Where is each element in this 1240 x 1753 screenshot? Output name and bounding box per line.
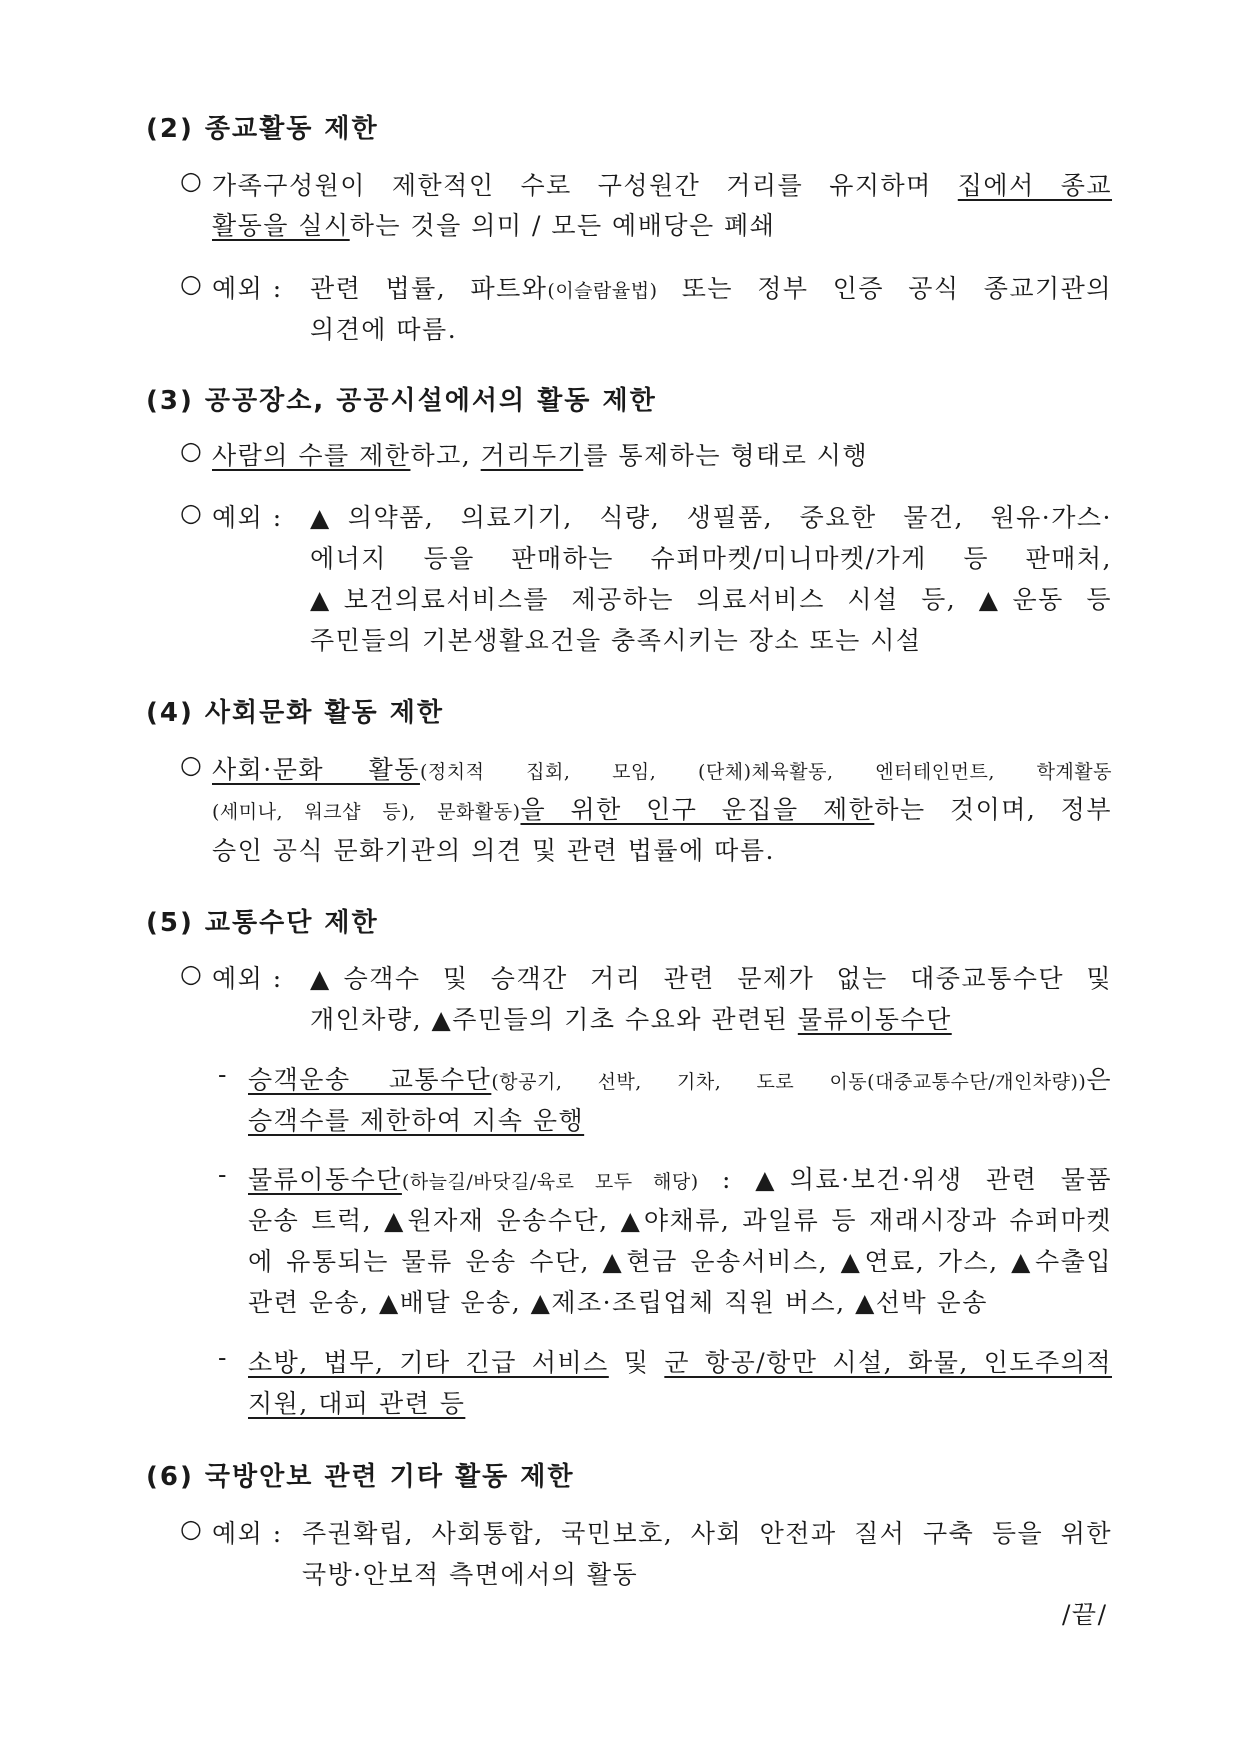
text: 하는 것을 의미 / 모든 예배당은 폐쇄 <box>349 211 776 240</box>
s3-b2-line2: 에너지 등을 판매하는 슈퍼마켓/미니마켓/가게 등 판매처, <box>310 544 1112 573</box>
s3-b2-line3: ▲보건의료서비스를 제공하는 의료서비스 시설 등, ▲운동 등 <box>310 585 1112 614</box>
s2-b2-line1 <box>310 269 1112 305</box>
exception-label: 예외 : <box>212 964 283 993</box>
bullet-marker: ○ <box>180 269 204 298</box>
underlined-text: 집에서 종교 <box>957 171 1113 200</box>
text: 하고, <box>410 441 481 470</box>
section-2-heading: (2) 종교활동 제한 <box>146 114 379 144</box>
text: 를 통제하는 형태로 시행 <box>583 441 869 470</box>
small-text: (세미나, 워크샵 등), 문화활동) <box>212 801 521 823</box>
s5-d2-line4: 관련 운송, ▲배달 운송, ▲제조·조립업체 직원 버스, ▲선박 운송 <box>248 1288 988 1317</box>
section-3-heading: (3) 공공장소, 공공시설에서의 활동 제한 <box>146 386 657 416</box>
exception-label: 예외 : <box>212 1519 283 1548</box>
s3-b2-line1: ▲의약품, 의료기기, 식량, 생필품, 중요한 물건, 원유·가스· <box>310 503 1112 532</box>
s5-d3-line2 <box>248 1384 465 1420</box>
underlined-text: 활동을 실시 <box>212 211 350 240</box>
exception-label: 예외 : <box>212 274 283 303</box>
bullet-marker: ○ <box>180 436 204 465</box>
text: 또는 정부 인증 공식 종교기관의 <box>657 274 1112 303</box>
small-text: (항공기, 선박, 기차, 도로 이동(대중교통수단/개인차량)) <box>491 1071 1087 1093</box>
s2-b2-line2: 의견에 따름. <box>310 315 458 344</box>
s5-b1-line2 <box>310 1000 952 1036</box>
bullet-marker: ○ <box>180 498 204 527</box>
text: 관련 법률, 파트와 <box>310 274 548 303</box>
s2-b1-line2 <box>212 206 775 242</box>
s3-b1-line1 <box>212 436 868 472</box>
s5-d2-line1 <box>248 1160 1112 1196</box>
dash-marker: - <box>218 1060 228 1089</box>
bullet-marker: ○ <box>180 750 204 779</box>
s5-d1-line1 <box>248 1060 1112 1096</box>
section-5-heading: (5) 교통수단 제한 <box>146 908 379 938</box>
s2-b1-line1 <box>212 166 1112 202</box>
underlined-text: 물류이동수단 <box>797 1005 952 1034</box>
s5-d3-line1 <box>248 1343 1112 1379</box>
text: 은 <box>1086 1065 1113 1094</box>
s4-b1-line1 <box>212 750 1112 786</box>
text: 하는 것이며, 정부 <box>874 795 1112 824</box>
s5-d2-line2: 운송 트럭, ▲원자재 운송수단, ▲야채류, 과일류 등 재래시장과 슈퍼마켓 <box>248 1206 1112 1235</box>
underlined-text: 승객수를 제한하여 지속 운행 <box>248 1106 585 1135</box>
s6-b1-line1: 주권확립, 사회통합, 국민보호, 사회 안전과 질서 구축 등을 위한 <box>302 1519 1112 1548</box>
exception-label: 예외 : <box>212 503 283 532</box>
underlined-text: 을 위한 인구 운집을 제한 <box>520 795 875 824</box>
bullet-marker: ○ <box>180 1514 204 1543</box>
text: 가족구성원이 제한적인 수로 구성원간 거리를 유지하며 <box>212 171 958 200</box>
s3-b2-line4: 주민들의 기본생활요건을 충족시키는 장소 또는 시설 <box>310 626 922 655</box>
s5-d2-line3: 에 유통되는 물류 운송 수단, ▲현금 운송서비스, ▲연료, 가스, ▲수출입 <box>248 1247 1112 1276</box>
s4-b1-line2 <box>212 790 1112 826</box>
small-text: (하늘길/바닷길/육로 모두 해당) <box>401 1171 699 1193</box>
dash-marker: - <box>218 1343 228 1372</box>
text: : ▲의료·보건·위생 관련 물품 <box>698 1165 1112 1194</box>
underlined-text: 군 항공/항만 시설, 화물, 인도주의적 <box>664 1348 1112 1377</box>
underlined-text: 거리두기 <box>480 441 584 470</box>
s5-b1-line1: ▲승객수 및 승객간 거리 관련 문제가 없는 대중교통수단 및 <box>310 964 1112 993</box>
underlined-text: 물류이동수단 <box>248 1165 402 1194</box>
end-mark: /끝/ <box>1062 1600 1108 1629</box>
dash-marker: - <box>218 1160 228 1189</box>
underlined-text: 승객운송 교통수단 <box>248 1065 492 1094</box>
s6-b1-line2: 국방·안보적 측면에서의 활동 <box>302 1560 639 1589</box>
bullet-marker: ○ <box>180 959 204 988</box>
s5-d1-line2 <box>248 1101 584 1137</box>
underlined-text: 지원, 대피 관련 등 <box>248 1389 466 1418</box>
section-4-heading: (4) 사회문화 활동 제한 <box>146 698 444 728</box>
underlined-text: 사회·문화 활동 <box>212 755 420 784</box>
underlined-text: 소방, 법무, 기타 긴급 서비스 <box>248 1348 609 1377</box>
section-6-heading: (6) 국방안보 관련 기타 활동 제한 <box>146 1462 575 1492</box>
text: 및 <box>608 1348 665 1377</box>
small-text: (이슬람율법) <box>547 280 658 302</box>
bullet-marker: ○ <box>180 166 204 195</box>
small-text: (정치적 집회, 모임, (단체)체육활동, 엔터테인먼트, 학계활동 <box>419 761 1112 783</box>
s4-b1-line3: 승인 공식 문화기관의 의견 및 관련 법률에 따름. <box>212 836 775 865</box>
underlined-text: 사람의 수를 제한 <box>212 441 411 470</box>
text: 개인차량, ▲주민들의 기초 수요와 관련된 <box>310 1005 798 1034</box>
